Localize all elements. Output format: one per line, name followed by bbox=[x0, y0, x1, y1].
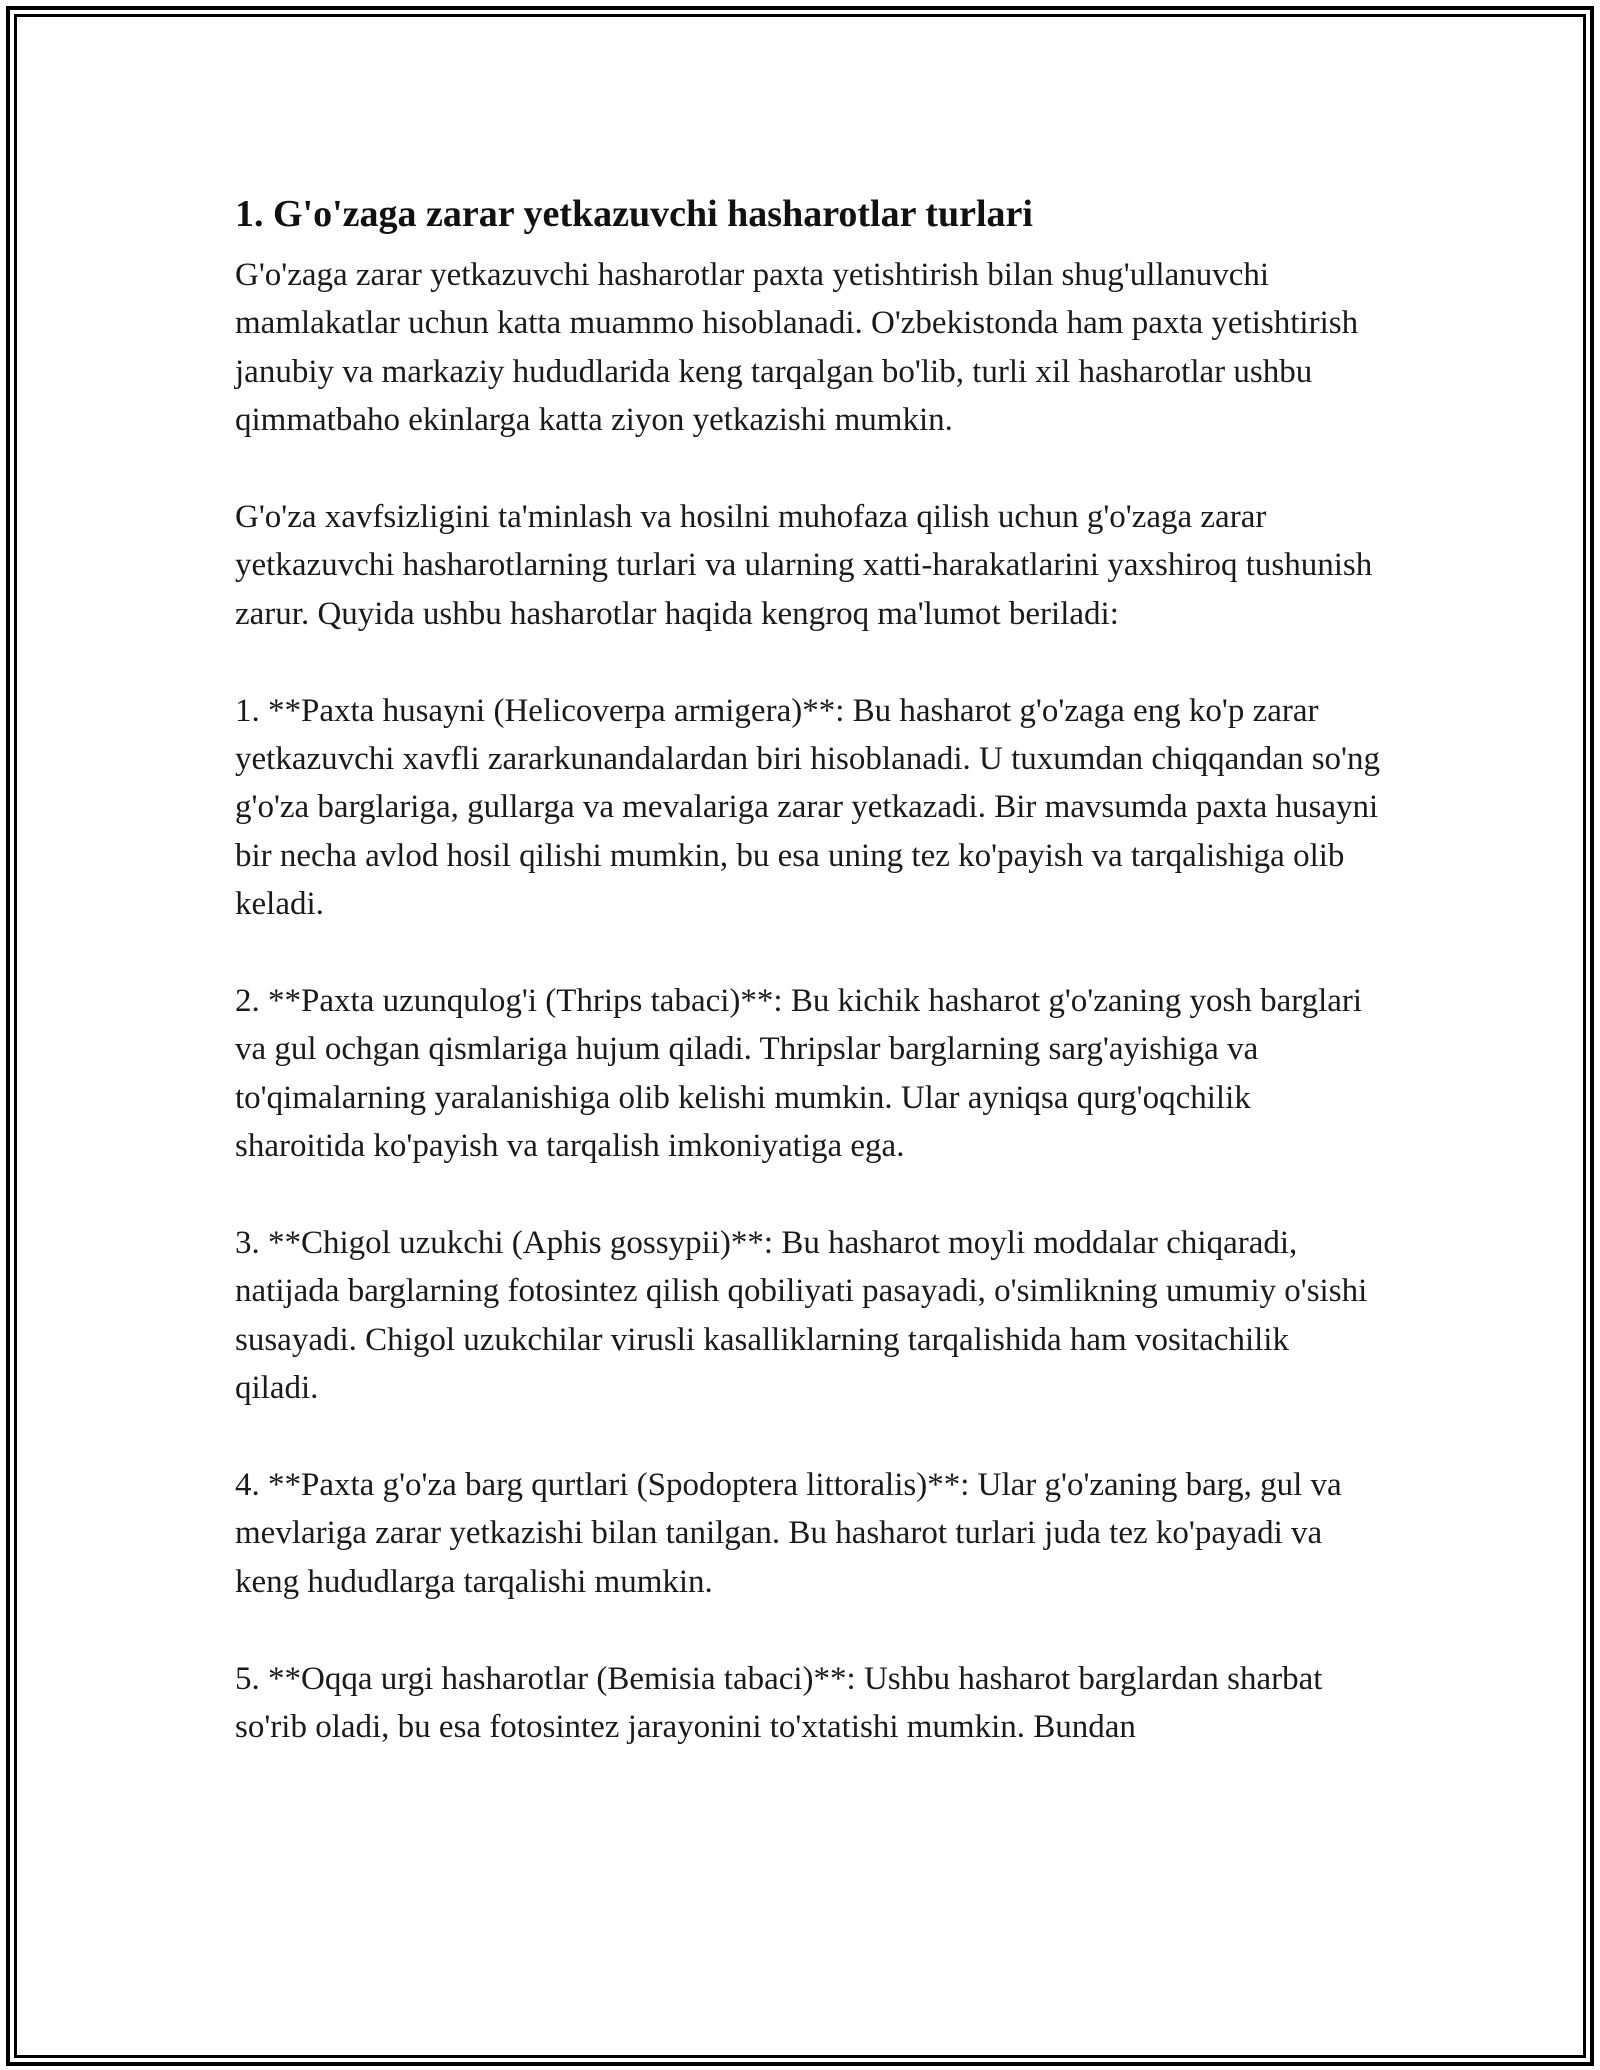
paragraph-intro: G'o'zaga zarar yetkazuvchi hasharotlar paxta yetishtirish bilan shug'ullanuvchi mamlakatlar uchun katta muammo hisoblanadi. O'zbekistonda ham paxta yetishtirish janubiy va markaziy hududlarida keng tarqalgan bo'lib, turli xil hasharotlar ushbu qimmatbaho ekinlarga katta ziyon yetkazishi mumkin. bbox=[235, 257, 1359, 439]
document-body bbox=[235, 185, 1380, 1752]
paragraph-pest-1: 1. **Paxta husayni (Helicoverpa armigera)**: Bu hasharot g'o'zaga eng ko'p zarar yetkazuvchi xavfli zararkunandalardan biri hisoblanadi. U tuxumdan chiqqandan so'ng g'o'za barglariga, gullarga va mevalariga zarar yetkazadi. Bir mavsumda paxta husayni bir necha avlod hosil qilishi mumkin, bu esa uning tez ko'payish va tarqalishiga olib keladi. bbox=[235, 692, 1380, 923]
paragraph-pest-4: 4. **Paxta g'o'za barg qurtlari (Spodoptera littoralis)**: Ular g'o'zaning barg, gul va mevlariga zarar yetkazishi bilan tanilgan. Bu hasharot turlari juda tez ko'payadi va keng hududlarga tarqalishi mumkin. bbox=[235, 1467, 1342, 1600]
paragraph-pest-5: 5. **Oqqa urgi hasharotlar (Bemisia tabaci)**: Ushbu hasharot barglardan sharbat so'rib oladi, bu esa fotosintez jarayonini to'xtatishi mumkin. Bundan bbox=[235, 1660, 1323, 1746]
paragraph-overview: G'o'za xavfsizligini ta'minlash va hosilni muhofaza qilish uchun g'o'zaga zarar yetkazuvchi hasharotlarning turlari va ularning xatti-harakatlarini yaxshiroq tushunish zarur. Quyida ushbu hasharotlar haqida kengroq ma'lumot beriladi: bbox=[235, 499, 1373, 632]
paragraph-pest-3: 3. **Chigol uzukchi (Aphis gossypii)**: Bu hasharot moyli moddalar chiqaradi, natijada barglarning fotosintez qilish qobiliyati pasayadi, o'simlikning umumiy o'sishi susayadi. Chigol uzukchilar virusli kasalliklarning tarqalishida ham vositachilik qiladi. bbox=[235, 1225, 1368, 1407]
paragraph-pest-2: 2. **Paxta uzunqulog'i (Thrips tabaci)**: Bu kichik hasharot g'o'zaning yosh barglari va gul ochgan qismlariga hujum qiladi. Thripslar barglarning sarg'ayishiga va to'qimalarning yaralanishiga olib kelishi mumkin. Ular ayniqsa qurg'oqchilik sharoitida ko'payish va tarqalish imkoniyatiga ega. bbox=[235, 983, 1363, 1165]
section-heading: 1. G'o'zaga zarar yetkazuvchi hasharotlar turlari bbox=[235, 193, 1033, 235]
